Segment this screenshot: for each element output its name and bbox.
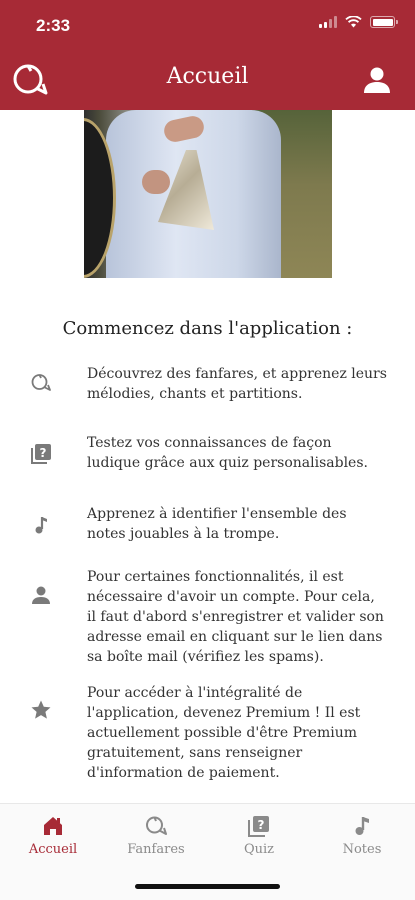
tab-quiz[interactable]	[209, 814, 309, 857]
tab-accueil[interactable]	[3, 814, 103, 857]
status-time: 2:33	[36, 16, 71, 35]
quiz-icon	[247, 814, 271, 838]
feature-text: Découvrez des fanfares, et apprenez leurs mélodies, chants et partitions.	[87, 366, 387, 402]
home-icon	[41, 814, 65, 838]
feature-text: Pour certaines fonctionnalités, il est nécessaire d'avoir un compte. Pour cela, il faut d'abord s'enregistrer et valider son adresse email en cliquant sur le lien dans sa boîte mail (vérifiez les spams).	[87, 569, 384, 665]
star-icon	[30, 699, 52, 721]
search-horn-icon	[144, 814, 168, 838]
signal-icon	[319, 16, 337, 28]
hero-image	[84, 110, 332, 278]
battery-icon	[370, 16, 395, 28]
wifi-icon	[345, 16, 362, 28]
feature-text: Pour accéder à l'intégralité de l'application, devenez Premium ! Il est actuellement possible d'être Premium gratuitement, sans renseigner d'information de paiement.	[87, 685, 361, 781]
feature-text: Testez vos connaissances de façon ludique grâce aux quiz personalisables.	[87, 435, 368, 471]
tab-label: Notes	[342, 842, 382, 857]
svg-text:?: ?	[39, 446, 47, 460]
page-title: Accueil	[166, 64, 249, 89]
intro-title: Commencez dans l'application :	[62, 318, 353, 339]
tab-notes[interactable]	[312, 814, 412, 857]
quiz-icon	[30, 443, 52, 465]
tab-fanfares[interactable]	[106, 814, 206, 857]
feature-text: Apprenez à identifier l'ensemble des notes jouables à la trompe.	[87, 506, 347, 542]
search-horn-icon	[30, 372, 52, 394]
home-indicator	[135, 884, 280, 889]
app-header	[0, 0, 415, 110]
person-icon[interactable]	[363, 66, 391, 94]
status-icons	[319, 16, 395, 28]
tab-label: Fanfares	[127, 842, 185, 857]
tab-label: Quiz	[243, 842, 275, 857]
person-icon	[30, 584, 52, 606]
tab-label: Accueil	[28, 842, 78, 857]
svg-text:?: ?	[257, 818, 265, 832]
music-note-icon	[350, 814, 374, 838]
music-note-icon	[30, 514, 52, 536]
